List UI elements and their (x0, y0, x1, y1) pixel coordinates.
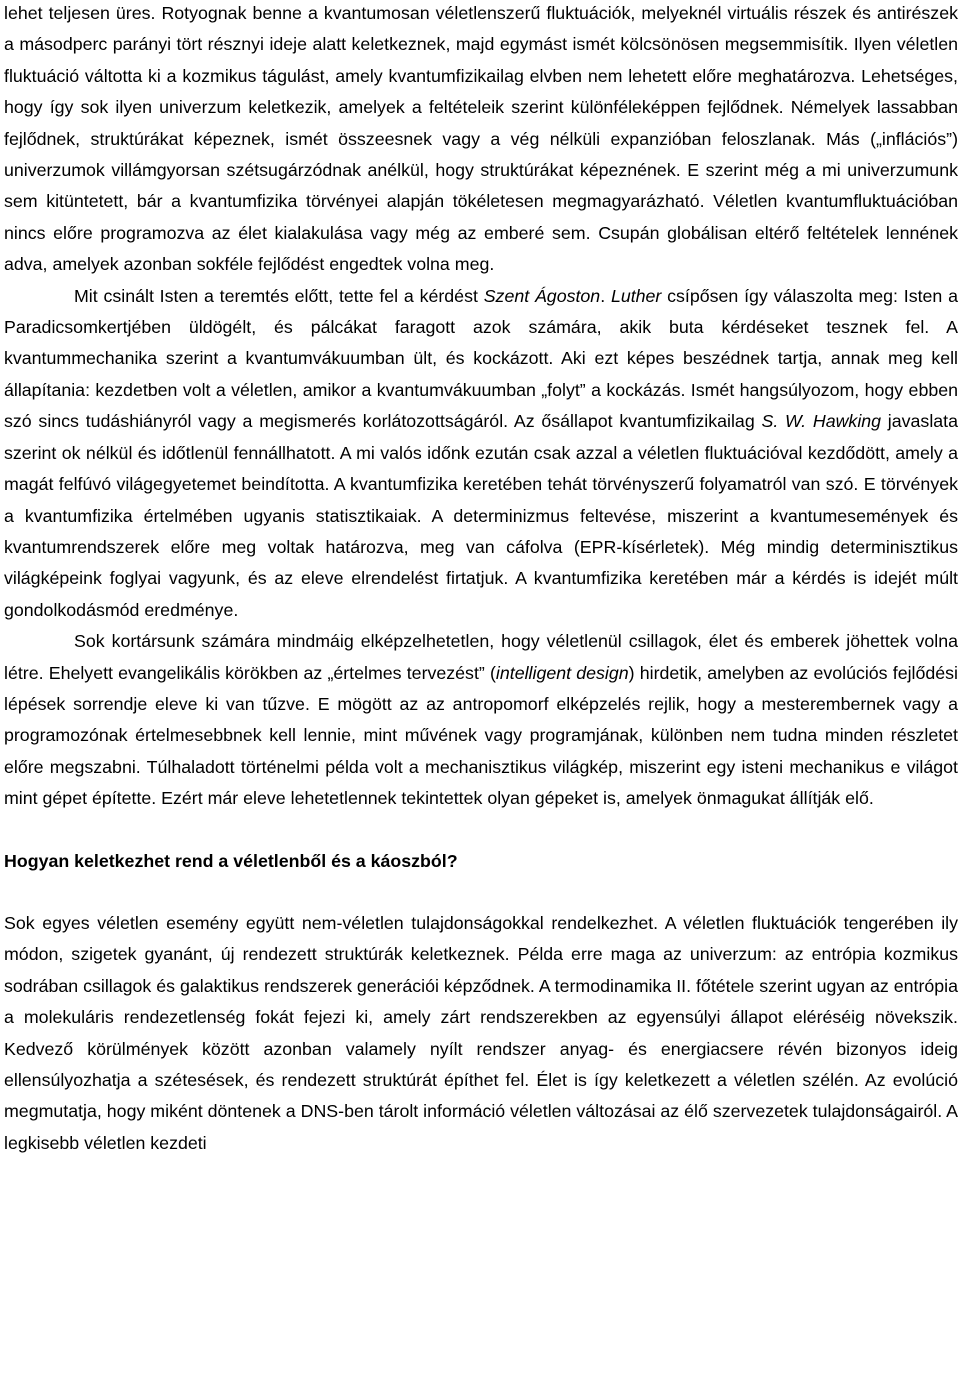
name-luther: Luther (610, 285, 662, 306)
paragraph-creation-question (4, 281, 958, 626)
text-run: ) hirdetik, amelyben az evolúciós fejlődési lépések sorrendje eleve ki van tűzve. E mögött az az antropomorf elképzelés rejlik, hogy a mesterembernek vagy a programozónak értelmesebbnek kell lennie, mint művének vagy programjának, különben nem tudna minden részletet előre megszabni. Túlhaladott történelmi példa volt a mechanisztikus világkép, miszerint egy isteni mechanikus e világot mint gépet építette. Ezért már eleve lehetetlennek tekintettek olyan gépeket is, amelyek önmagukat állítják elő. (4, 662, 959, 809)
paragraph-quantum-fluctuations (4, 0, 958, 281)
name-hawking: S. W. Hawking (761, 411, 882, 432)
sentence: E szerint még a mi univerzumunk sem kitüntetett, bár a kvantumfizika törvényei alapján tökéletesen megmagyarázható. (4, 160, 958, 212)
paragraph-order-from-chaos: Sok egyes véletlen esemény együtt nem-véletlen tulajdonságokkal rendelkezhet. A véletlen fluktuációk tengerében ily módon, szigetek gyanánt, új rendezett struktúrák keletkeznek. Példa erre maga az univerzum: az entrópia kozmikus sodrában csillagok és galaktikus rendszerek generációi képződnek. A termodinamika II. főtétele szerint ugyan az entrópia a molekuláris rendezetlenség fokát fejezi ki, amely zárt rendszerekben az egyensúlyi állapot eléréséig növekszik. Kedvező körülmények között azonban valamely nyílt rendszer anyag- és energiacsere révén bizonyos ideig ellensúlyozhatja a szétesések, és rendezett struktúrát építhet fel. Élet is így keletkezett a véletlen szélén. Az evolúció megmutatja, hogy miként döntenek a DNS-ben tárolt információ véletlen változásai az élő szervezetek tulajdonságairól. A legkisebb véletlen kezdeti (4, 912, 958, 1153)
text-run: . (600, 285, 611, 306)
section-heading: Hogyan keletkezhet rend a véletlenből és a káoszból? (4, 850, 458, 871)
term-intelligent-design: intelligent design (495, 662, 629, 683)
text-run: javaslata szerint ok nélkül és időtlenül fennállhatott. A mi valós időnk ezután csak azzal a véletlen fluktuációval kezdődött, amely a magát felfúvó világegyetemet beindította. A kvantumfizika keretében tehát törvényszerű folyamatról van szó. E törvények a kvantumfizika értelmében ugyanis statisztikaiak. A determinizmus feltevése, miszerint a kvantumesemények és kvantumrendszerek előre meg voltak határozva, meg van cáfolva (EPR-kísérletek). Még mindig determinisztikus világképeink foglyai vagyunk, és az eleve elrendelést firtatjuk. A kvantumfizika keretében már a kérdés is idejét múlt gondolkodásmód eredménye. (4, 411, 958, 620)
sentence: Csupán globálisan eltérő feltételek lennének adva, amelyek azonban sokféle fejlődést engedtek volna meg. (4, 222, 958, 275)
sentence: Más („inflációs”) univerzumok villámgyorsan szétsugárzódnak anélkül, hogy struktúrákat képeznének. (4, 128, 958, 181)
text-run: Sok kortársunk számára mindmáig elképzelhetetlen, hogy véletlenül csillagok, élet és emberek jöhettek volna létre. Ehelyett evangelikális körökben az „értelmes tervezést” ( (4, 631, 958, 683)
sentence: Rotyognak benne a kvantumosan véletlenszerű fluktuációk, melyeknél virtuális részek és antirészek a másodperc parányi tört résznyi ideje alatt keletkeznek, majd egymást ismét kölcsönösen megsemmisítik. (4, 3, 958, 55)
document-page (4, 0, 958, 1159)
text-run: Mit csinált Isten a teremtés előtt, tette fel a kérdést (74, 285, 484, 306)
text-run: csípősen így válaszolta meg: Isten a Paradicsomkertjében üldögélt, és pálcákat faragott azok számára, akik buta kérdéseket tesznek fel. A kvantummechanika szerint a kvantumvákuumban ült, és kockázott. Aki ezt képes beszédnek tartja, annak meg kell állapítania: kezdetben volt a véletlen, amikor a kvantumvákuumban „folyt” a kockázás. Ismét hangsúlyozom, hogy ebben szó sincs tudáshiányról vagy a megismerés korlátozottságáról. Az ősállapot kvantumfizikailag (4, 285, 958, 432)
sentence: Némelyek lassabban fejlődnek, struktúrákat képeznek, ismét összeesnek vagy a vég nélküli expanzióban feloszlanak. (4, 97, 958, 149)
name-augustine: Szent Ágoston (483, 285, 601, 306)
sentence: Véletlen kvantumfluktuációban nincs előre programozva az élet kialakulása vagy még az emberé sem. (4, 191, 958, 243)
sentence: lehet teljesen üres. (4, 3, 156, 23)
sentence: Lehetséges, hogy így sok ilyen univerzum keletkezik, amelyek a feltételeik szerint különféleképpen fejlődnek. (4, 65, 958, 118)
paragraph-intelligent-design (4, 626, 958, 814)
sentence: Ilyen véletlen fluktuáció váltotta ki a kozmikus tágulást, amely kvantumfizikailag elvben nem lehetett előre meghatározva. (4, 34, 959, 86)
